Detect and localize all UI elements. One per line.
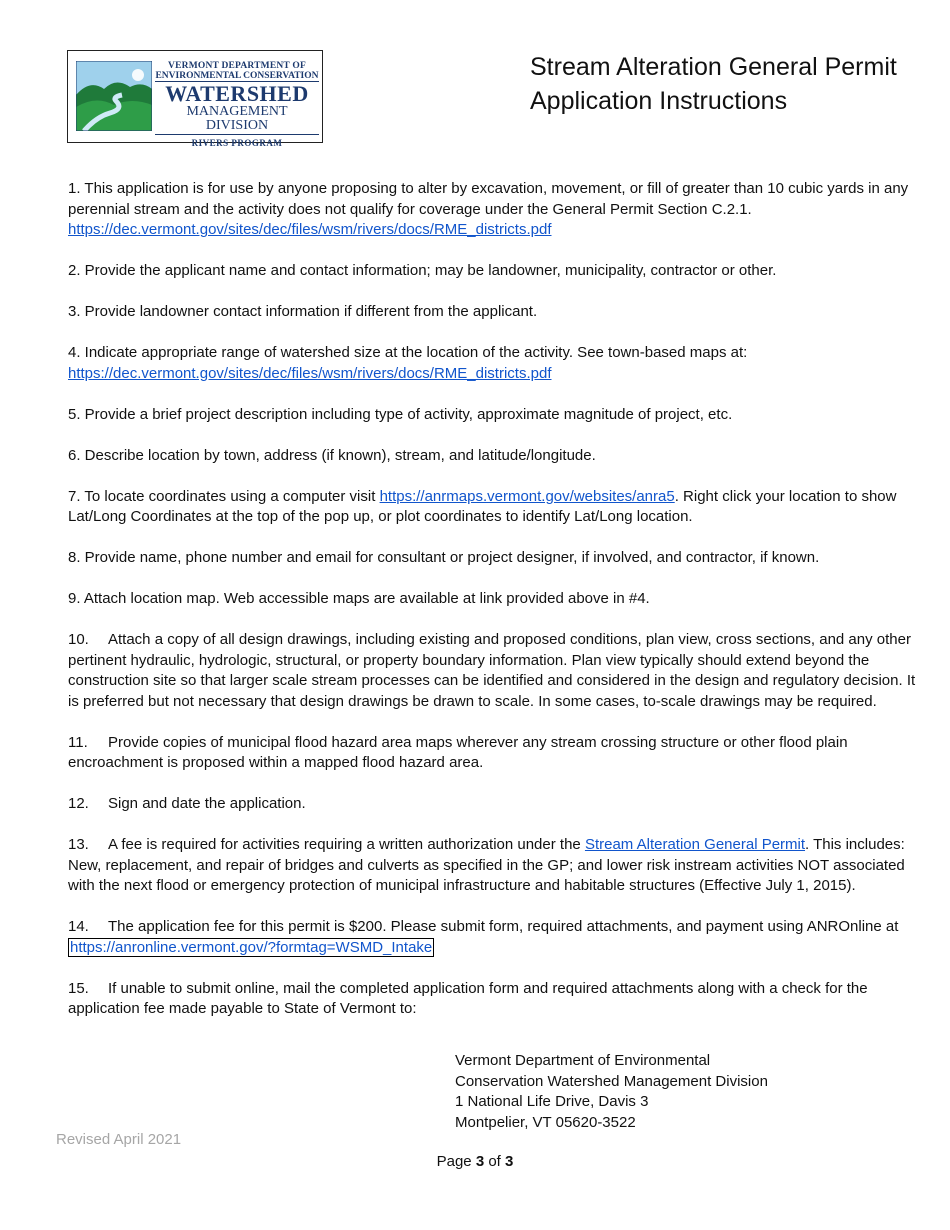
instruction-13-number: 13. <box>68 836 89 853</box>
instruction-7-post: . Right click your location to show Lat/Long Coordinates at the top of the pop up, or plot coordinates to identify Lat/Long location. <box>68 487 897 525</box>
watershed-landscape-logo-icon <box>76 61 152 131</box>
instruction-5: 5. Provide a brief project description including type of activity, approximate magnitude of project, etc. <box>68 405 733 423</box>
logo-env: ENVIRONMENTAL CONSERVATION <box>155 71 319 81</box>
instruction-10 <box>68 630 928 712</box>
instruction-2: 2. Provide the applicant name and contact information; may be landowner, municipality, contractor or other. <box>68 262 777 279</box>
instruction-14 <box>68 917 928 958</box>
mailing-address <box>455 1051 768 1133</box>
instruction-11-text: Provide copies of municipal flood hazard area maps wherever any stream crossing structure or other flood plain encroachment is proposed within a mapped flood hazard area. <box>68 733 848 771</box>
instruction-1-text: 1. This application is for use by anyone proposing to alter by excavation, movement, or fill of greater than 10 cubic yards in any perennial stream and the activity does not qualify for coverage under the General Permit Section C.2.1. <box>68 180 909 218</box>
instruction-14-pre: The application fee for this permit is $200. Please submit form, required attachments, and payment using ANROnline at <box>108 918 899 935</box>
instruction-4 <box>68 343 928 384</box>
logo-dept: VERMONT DEPARTMENT OF <box>168 61 306 71</box>
instruction-13-pre: A fee is required for activities requiring a written authorization under the <box>108 836 585 853</box>
instruction-12-text: Sign and date the application. <box>108 795 306 812</box>
page-word: Page <box>436 1153 472 1170</box>
general-permit-link[interactable]: Stream Alteration General Permit <box>584 836 806 853</box>
instruction-10-number: 10. <box>68 631 89 648</box>
anr-maps-link[interactable]: https://anrmaps.vermont.gov/websites/anra5 <box>379 487 675 505</box>
address-line-2: Conservation Watershed Management Division <box>455 1072 768 1090</box>
instruction-9: 9. Attach location map. Web accessible maps are available at link provided above in #4. <box>68 590 650 607</box>
address-line-1: Vermont Department of Environmental <box>455 1052 711 1069</box>
instruction-11 <box>68 733 928 774</box>
instruction-8: 8. Provide name, phone number and email for consultant or project designer, if involved, and contractor, if known. <box>68 549 820 566</box>
instruction-11-number: 11. <box>68 733 88 751</box>
instruction-1 <box>68 179 928 241</box>
instruction-10-text: Attach a copy of all design drawings, including existing and proposed conditions, plan view, cross sections, and any other pertinent hydraulic, hydrologic, structural, or property boundary information. Plan view typically should extend beyond the construction site so that larger scale stream processes can be identified and considered in the design and regulatory decision. It is preferred but not necessary that design drawings be drawn to scale. In some cases, to-scale drawings may be required. <box>68 631 916 710</box>
instruction-6: 6. Describe location by town, address (if known), stream, and latitude/longitude. <box>68 446 596 464</box>
town-maps-link[interactable]: https://dec.vermont.gov/sites/dec/files/wsm/rivers/docs/RME_districts.pdf <box>68 364 552 382</box>
instruction-15-number: 15. <box>68 979 89 997</box>
instruction-15 <box>68 979 928 1020</box>
address-line-3: 1 National Life Drive, Davis 3 <box>455 1093 649 1110</box>
of-word: of <box>488 1153 501 1170</box>
logo-watershed: WATERSHED <box>165 81 309 106</box>
logo-rivers: RIVERS PROGRAM <box>191 138 283 148</box>
program-logo <box>67 50 323 148</box>
instruction-7 <box>68 487 928 528</box>
page-number <box>0 1153 950 1170</box>
instructions-list <box>68 179 928 1040</box>
title-line-1: Stream Alteration General Permit <box>530 53 897 81</box>
instruction-14-number: 14. <box>68 918 89 935</box>
rme-districts-link[interactable]: https://dec.vermont.gov/sites/dec/files/wsm/rivers/docs/RME_districts.pdf <box>68 221 552 238</box>
revision-date: Revised April 2021 <box>56 1131 182 1148</box>
instruction-3: 3. Provide landowner contact information if different from the applicant. <box>68 303 538 320</box>
logo-mgmt: MANAGEMENT DIVISION <box>155 105 319 135</box>
instruction-7-pre: 7. To locate coordinates using a computer visit <box>68 487 380 505</box>
instruction-13-post: . This includes: New, replacement, and repair of bridges and culverts as specified in the GP; and lower risk instream activities NOT associated with the next flood or emergency protection of municipal infrastructure and habitable structures (Effective July 1, 2015). <box>68 836 905 894</box>
anronline-link[interactable]: https://anronline.vermont.gov/?formtag=WSMD_Intake <box>70 938 433 956</box>
instruction-15-text: If unable to submit online, mail the completed application form and required attachments along with a check for the application fee made payable to State of Vermont to: <box>68 979 868 1017</box>
instruction-13 <box>68 835 928 897</box>
total-pages: 3 <box>505 1153 514 1170</box>
address-line-4: Montpelier, VT 05620-3522 <box>455 1113 636 1131</box>
title-line-2: Application Instructions <box>530 87 788 115</box>
page-title <box>530 50 897 118</box>
instruction-4-text: 4. Indicate appropriate range of watershed size at the location of the activity. See town-based maps at: <box>68 344 748 361</box>
instruction-12-number: 12. <box>68 795 89 812</box>
current-page: 3 <box>475 1153 485 1170</box>
instruction-12 <box>68 794 928 815</box>
